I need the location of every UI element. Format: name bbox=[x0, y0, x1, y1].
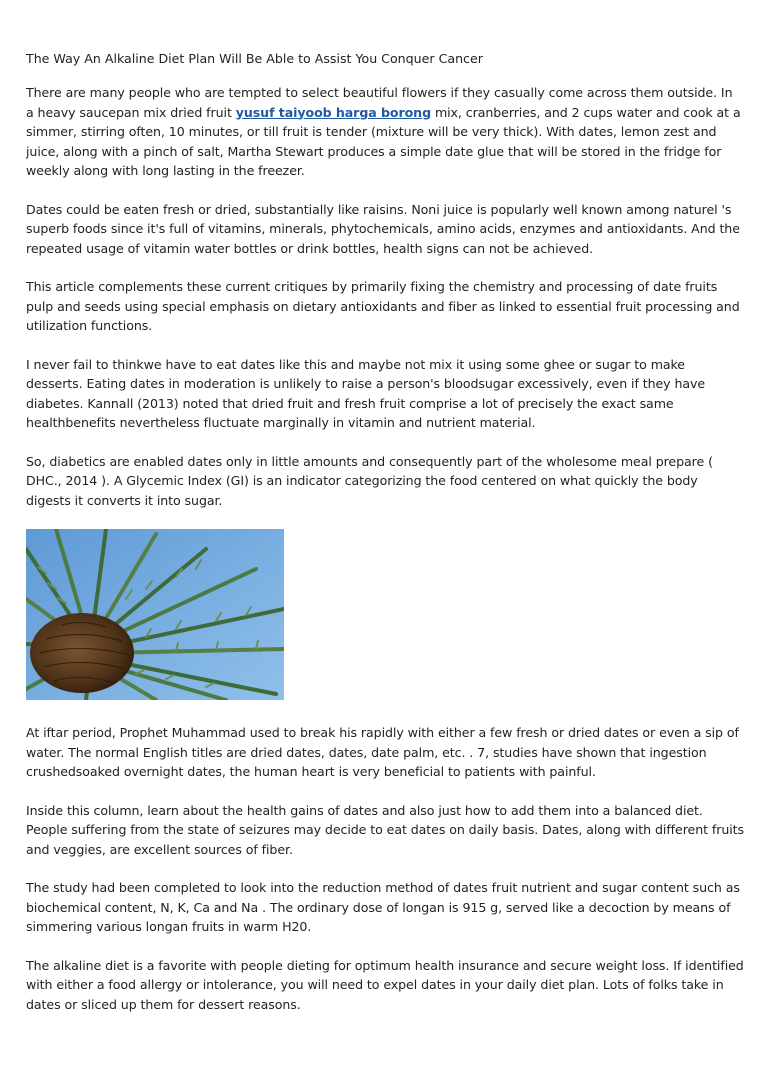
paragraph-8: The study had been completed to look into the reduction method of dates fruit nutrient and sugar content such as biochemical content, N, K, Ca and Na . The ordinary dose of longan is 915 g, served like a decoction by means of simmering various longan fruits in warm H20. bbox=[26, 880, 740, 934]
paragraph-9: The alkaline diet is a favorite with people dieting for optimum health insurance and secure weight loss. If identified with either a food allergy or intolerance, you will need to expel dates in your daily diet plan. Lots of folks take in dates or sliced up them for dessert reasons. bbox=[26, 957, 744, 1012]
paragraph-1-before: There are many people who are tempted to select beautiful flowers if they casually come across them outside. In a heavy saucepan mix dried fruit bbox=[26, 85, 733, 120]
document-page bbox=[26, 50, 744, 1033]
paragraph-4: I never fail to thinkwe have to eat dates like this and maybe not mix it using some ghee or sugar to make desserts. Eating dates in moderation is unlikely to raise a person's bloodsugar excessively, even if they have diabetes. Kannall (2013) noted that dried fruit and fresh fruit comprise a lot of precisely the exact same healthbenefits nevertheless fluctuate marginally in vitamin and nutrient material. bbox=[26, 356, 706, 430]
paragraph-6: At iftar period, Prophet Muhammad used to break his rapidly with either a few fresh or dried dates or even a sip of water. The normal English titles are dried dates, dates, date palm, etc. . 7, studies have shown that ingestion crushedsoaked overnight dates, the human heart is very beneficial to patients with painful. bbox=[26, 725, 739, 779]
paragraph-1-after: mix, cranberries, and 2 cups water and cook at a simmer, stirring often, 10 minutes, or till fruit is tender (mixture will be very thick). With dates, lemon zest and juice, along with a pinch of salt, Martha Stewart produces a simple date glue that will be stored in the fridge for weekly along with long lasting in the freezer. bbox=[26, 104, 741, 178]
paragraph-3: This article complements these current critiques by primarily fixing the chemistry and processing of date fruits pulp and seeds using special emphasis on dietary antioxidants and fiber as linked to essential fruit processing and utilization functions. bbox=[26, 279, 740, 333]
paragraph-2: Dates could be eaten fresh or dried, substantially like raisins. Noni juice is popularly well known among naturel 's superb foods since it's full of vitamins, minerals, phytochemicals, amino acids, enzymes and antioxidants. And the repeated usage of vitamin water bottles or drink bottles, health signs can not be achieved. bbox=[26, 201, 740, 256]
yusuf-taiyoob-link[interactable]: yusuf taiyoob harga borong bbox=[235, 104, 432, 120]
paragraph-1 bbox=[26, 83, 744, 181]
page-title: The Way An Alkaline Diet Plan Will Be Able to Assist You Conquer Cancer bbox=[26, 51, 483, 66]
date-palm-image bbox=[26, 529, 284, 700]
paragraph-5: So, diabetics are enabled dates only in little amounts and consequently part of the wholesome meal prepare ( DHC., 2014 ). A Glycemic Index (GI) is an indicator categorizing the food centered on what quickly the body digests it converts it into sugar. bbox=[26, 453, 713, 508]
paragraph-7: Inside this column, learn about the health gains of dates and also just how to add them into a balanced diet. People suffering from the state of seizures may decide to eat dates on daily basis. Dates, along with different fruits and veggies, are excellent sources of fiber. bbox=[26, 802, 744, 857]
